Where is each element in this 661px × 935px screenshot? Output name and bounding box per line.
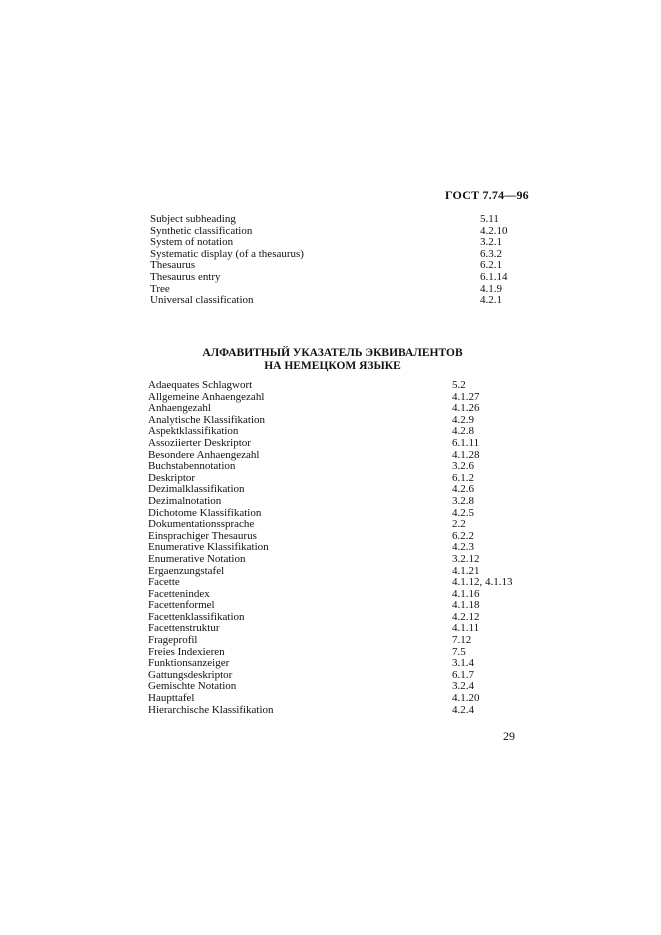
index-term: Enumerative Notation bbox=[148, 552, 246, 565]
index-ref: 6.2.1 bbox=[480, 259, 502, 272]
index-ref: 5.2 bbox=[452, 379, 466, 391]
index-term: Einsprachiger Thesaurus bbox=[148, 529, 257, 542]
index-term: Adaequates Schlagwort bbox=[148, 379, 253, 391]
index-ref: 6.2.2 bbox=[452, 529, 474, 542]
list-item bbox=[150, 272, 510, 284]
index-ref: 5.11 bbox=[480, 213, 499, 225]
index-term: Ergaenzungstafel bbox=[148, 564, 225, 577]
index-term: Dezimalnotation bbox=[148, 494, 222, 507]
german-index-list bbox=[148, 380, 528, 716]
index-term: Facette bbox=[148, 576, 180, 589]
index-term: Thesaurus entry bbox=[150, 270, 221, 283]
index-ref: 4.2.8 bbox=[452, 425, 474, 438]
list-item bbox=[148, 496, 528, 508]
index-ref: 3.1.4 bbox=[452, 657, 474, 670]
index-ref: 4.2.5 bbox=[452, 506, 474, 519]
english-index-list bbox=[150, 214, 510, 307]
index-term: Frageprofil bbox=[148, 634, 198, 647]
index-ref: 3.2.4 bbox=[452, 680, 474, 693]
index-ref: 4.1.21 bbox=[452, 564, 480, 577]
index-ref: 3.2.8 bbox=[452, 494, 474, 507]
list-item bbox=[148, 554, 528, 566]
list-item bbox=[148, 705, 528, 717]
list-item bbox=[148, 623, 528, 635]
index-term: Anhaengezahl bbox=[148, 402, 211, 415]
index-term: Dokumentationssprache bbox=[148, 518, 255, 531]
index-term: Haupttafel bbox=[148, 692, 195, 705]
index-term: Synthetic classification bbox=[150, 224, 253, 237]
page-number: 29 bbox=[503, 729, 515, 743]
index-ref: 4.2.4 bbox=[452, 703, 474, 716]
index-ref: 4.1.28 bbox=[452, 448, 480, 461]
list-item bbox=[150, 214, 510, 226]
index-term: Facettenstruktur bbox=[148, 622, 220, 635]
index-ref: 4.2.10 bbox=[480, 224, 508, 237]
index-ref: 4.1.12, 4.1.13 bbox=[452, 576, 513, 589]
index-term: Allgemeine Anhaengezahl bbox=[148, 390, 265, 403]
list-item bbox=[148, 693, 528, 705]
index-term: Funktionsanzeiger bbox=[148, 657, 230, 670]
index-ref: 6.3.2 bbox=[480, 247, 502, 260]
index-ref: 4.2.1 bbox=[480, 294, 502, 307]
index-ref: 7.12 bbox=[452, 634, 472, 647]
index-ref: 4.1.16 bbox=[452, 587, 480, 600]
index-term: Tree bbox=[150, 282, 170, 295]
index-ref: 4.2.9 bbox=[452, 413, 474, 426]
index-ref: 6.1.11 bbox=[452, 436, 480, 449]
index-term: Facettenformel bbox=[148, 599, 215, 612]
index-term: Thesaurus bbox=[150, 259, 196, 272]
index-ref: 4.2.3 bbox=[452, 541, 474, 554]
section-heading bbox=[150, 347, 515, 372]
index-ref: 4.1.11 bbox=[452, 622, 480, 635]
index-ref: 4.1.20 bbox=[452, 692, 480, 705]
index-term: Enumerative Klassifikation bbox=[148, 541, 269, 554]
index-term: Subject subheading bbox=[150, 213, 236, 225]
index-ref: 4.2.12 bbox=[452, 610, 480, 623]
index-term: Gemischte Notation bbox=[148, 680, 237, 693]
index-ref: 4.2.6 bbox=[452, 483, 474, 496]
index-ref: 3.2.12 bbox=[452, 552, 480, 565]
index-term: Dezimalklassifikation bbox=[148, 483, 245, 496]
index-term: Analytische Klassifikation bbox=[148, 413, 266, 426]
list-item bbox=[150, 249, 510, 261]
index-term: Facettenklassifikation bbox=[148, 610, 245, 623]
index-ref: 4.1.18 bbox=[452, 599, 480, 612]
index-ref: 2.2 bbox=[452, 518, 466, 531]
index-term: Universal classification bbox=[150, 294, 254, 307]
index-term: Gattungsdeskriptor bbox=[148, 668, 233, 681]
list-item bbox=[148, 438, 528, 450]
section-heading-line-1: АЛФАВИТНЫЙ УКАЗАТЕЛЬ ЭКВИВАЛЕНТОВ bbox=[202, 347, 463, 359]
list-item bbox=[148, 380, 528, 392]
list-item bbox=[148, 577, 528, 589]
index-ref: 6.1.2 bbox=[452, 471, 474, 484]
list-item bbox=[148, 519, 528, 531]
index-term: System of notation bbox=[150, 236, 234, 249]
section-heading-line-2: НА НЕМЕЦКОМ ЯЗЫКЕ bbox=[264, 359, 401, 372]
index-term: Buchstabennotation bbox=[148, 460, 236, 473]
index-ref: 7.5 bbox=[452, 645, 466, 658]
index-term: Hierarchische Klassifikation bbox=[148, 703, 274, 716]
index-ref: 6.1.14 bbox=[480, 270, 508, 283]
index-ref: 4.1.26 bbox=[452, 402, 480, 415]
list-item bbox=[150, 295, 510, 307]
list-item bbox=[148, 461, 528, 473]
index-term: Aspektklassifikation bbox=[148, 425, 239, 438]
list-item bbox=[148, 635, 528, 647]
index-term: Freies Indexieren bbox=[148, 645, 225, 658]
index-ref: 4.1.27 bbox=[452, 390, 480, 403]
index-ref: 3.2.6 bbox=[452, 460, 474, 473]
index-ref: 4.1.9 bbox=[480, 282, 502, 295]
document-code: ГОСТ 7.74—96 bbox=[445, 188, 529, 202]
index-term: Besondere Anhaengezahl bbox=[148, 448, 260, 461]
index-ref: 3.2.1 bbox=[480, 236, 502, 249]
index-term: Dichotome Klassifikation bbox=[148, 506, 262, 519]
index-term: Facettenindex bbox=[148, 587, 210, 600]
index-term: Deskriptor bbox=[148, 471, 196, 484]
index-term: Assoziierter Deskriptor bbox=[148, 436, 251, 449]
index-ref: 6.1.7 bbox=[452, 668, 474, 681]
index-term: Systematic display (of a thesaurus) bbox=[150, 247, 304, 260]
